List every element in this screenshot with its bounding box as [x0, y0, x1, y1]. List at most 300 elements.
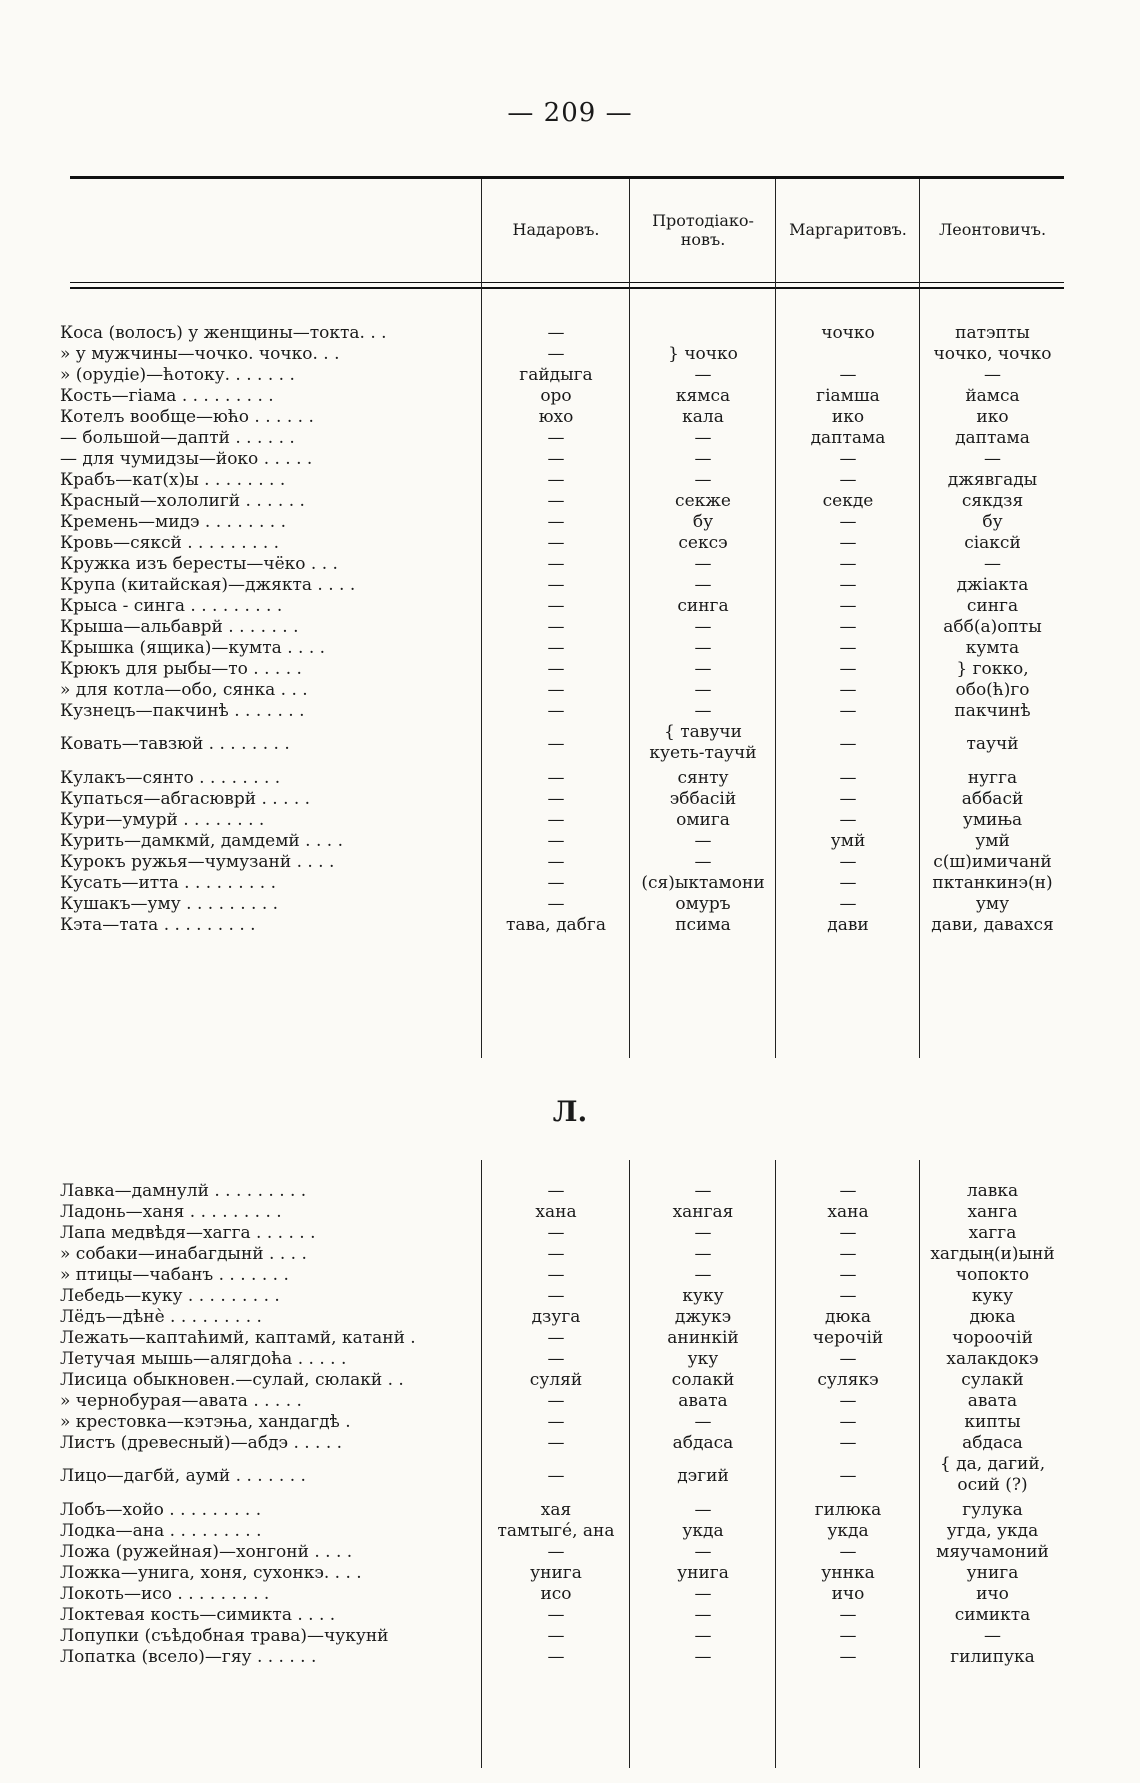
entry-cell-col1: — — [547, 1286, 565, 1306]
entry-cell-col4: куку — [971, 1286, 1014, 1306]
entry-cell-col4: хагга — [968, 1223, 1017, 1243]
entry-cell-col3: — — [839, 365, 857, 385]
entry-cell-col4: патэпты — [955, 323, 1030, 343]
entry-headword: Кушакъ—уму . . . . . . . . . — [60, 894, 279, 914]
entry-cell-col4: ханга — [967, 1202, 1018, 1222]
entry-headword: Крыса - синга . . . . . . . . . — [60, 596, 283, 616]
entry-headword: » для котла—обо, сянка . . . — [60, 680, 308, 700]
entry-cell-col2: — — [694, 470, 712, 490]
entry-cell-col4: — — [984, 449, 1001, 469]
entry-cell-col1: — — [547, 533, 565, 553]
dictionary-row — [0, 343, 1140, 366]
entry-cell-col1: дзуга — [531, 1307, 581, 1327]
entry-cell-col1: — — [547, 894, 565, 914]
entry-cell-col2: — — [694, 1626, 712, 1646]
dictionary-row — [0, 1390, 1140, 1413]
entry-cell-col4: унига — [966, 1563, 1019, 1583]
entry-cell-col4: авата — [967, 1391, 1018, 1411]
entry-cell-col2: секже — [675, 491, 731, 511]
entry-cell-col1: исо — [540, 1584, 572, 1604]
entry-cell-col1: — — [547, 512, 565, 532]
entry-headword: Лёдъ—дѣнѐ . . . . . . . . . — [60, 1307, 262, 1327]
dictionary-row — [0, 1432, 1140, 1455]
entry-cell-col3: ичо — [831, 1584, 865, 1604]
entry-cell-col4: дави, давахся — [931, 915, 1054, 935]
entry-cell-col1: — — [547, 617, 565, 637]
entry-cell-col2: куку — [682, 1286, 724, 1306]
entry-cell-col1: — — [547, 680, 565, 700]
entry-cell-col4: абб(а)опты — [943, 617, 1042, 637]
entry-cell-col3: укда — [827, 1521, 869, 1541]
entry-cell-col2: авата — [678, 1391, 728, 1411]
entry-cell-col4: обо(ћ)го — [955, 680, 1030, 700]
entry-cell-col2: эббасій — [669, 789, 737, 809]
entry-cell-col3: ико — [831, 407, 865, 427]
entry-cell-col2: — — [694, 1244, 712, 1264]
dictionary-row — [0, 830, 1140, 853]
entry-cell-col3: даптама — [810, 428, 886, 448]
entry-headword: Кровь—сяксй . . . . . . . . . — [60, 533, 280, 553]
entry-headword: Лобъ—хойо . . . . . . . . . — [60, 1500, 262, 1520]
entry-cell-col1: суляй — [529, 1370, 583, 1390]
entry-cell-col1: — — [547, 344, 565, 364]
entry-cell-col2: — — [694, 428, 712, 448]
dictionary-row — [0, 1348, 1140, 1371]
entry-cell-col1: — — [547, 575, 565, 595]
entry-cell-col2: — — [694, 1223, 712, 1243]
entry-cell-col3: — — [839, 596, 857, 616]
entry-headword: » птицы—чабанъ . . . . . . . — [60, 1265, 289, 1285]
entry-cell-col2: сексэ — [678, 533, 728, 553]
dictionary-row — [0, 1411, 1140, 1434]
entry-headword: Кузнецъ—пакчинѣ . . . . . . . — [60, 701, 305, 721]
entry-headword: Кремень—мидэ . . . . . . . . — [60, 512, 286, 532]
entry-cell-col1: — — [547, 491, 565, 511]
dictionary-row — [0, 1306, 1140, 1329]
entry-cell-col2: сянту — [677, 768, 729, 788]
dictionary-row — [0, 700, 1140, 723]
entry-cell-col2: (ся)ыктамони — [641, 873, 765, 893]
entry-cell-col3: хана — [827, 1202, 869, 1222]
entry-headword: Лежать—каптаћимй, каптамй, катанй . — [60, 1328, 416, 1348]
entry-cell-col2: — — [694, 617, 712, 637]
entry-headword: » собаки—инабагдынй . . . . — [60, 1244, 307, 1264]
entry-headword: Крабъ—кат(х)ы . . . . . . . . — [60, 470, 286, 490]
entry-headword: Локоть—исо . . . . . . . . . — [60, 1584, 270, 1604]
entry-cell-col3: — — [839, 852, 857, 872]
dictionary-row — [0, 1562, 1140, 1585]
entry-cell-col1: — — [547, 734, 565, 754]
entry-cell-col3: — — [839, 810, 857, 830]
entry-cell-col4: лавка — [966, 1181, 1019, 1201]
entry-cell-col3: дави — [827, 915, 869, 935]
entry-cell-col1: гайдыга — [519, 365, 593, 385]
entry-cell-col1: — — [547, 873, 565, 893]
entry-cell-col4: гилипука — [950, 1647, 1035, 1667]
entry-headword: Ложа (ружейная)—хонгонй . . . . — [60, 1542, 353, 1562]
entry-cell-col4: умй — [975, 831, 1010, 851]
dictionary-row — [0, 851, 1140, 874]
entry-cell-col4: сулакй — [961, 1370, 1024, 1390]
entry-cell-col4: йамса — [965, 386, 1020, 406]
column-header-protodiakonov — [631, 179, 775, 282]
entry-headword: Лисица обыкновен.—сулай, сюлакй . . — [60, 1370, 404, 1390]
entry-cell-col4: джіакта — [956, 575, 1029, 595]
entry-cell-col3: — — [839, 789, 857, 809]
entry-cell-col4: сіаксй — [964, 533, 1021, 553]
header-rule — [70, 282, 1064, 283]
entry-cell-col4: пакчинѣ — [954, 701, 1031, 721]
entry-cell-col3: — — [839, 617, 857, 637]
dictionary-row — [0, 1369, 1140, 1392]
entry-cell-col1: — — [547, 554, 565, 574]
entry-cell-col3: — — [839, 873, 857, 893]
entry-cell-col3: — — [839, 1433, 857, 1453]
entry-cell-col3: — — [839, 1412, 857, 1432]
entry-cell-col1: — — [547, 1605, 565, 1625]
entry-cell-col2: омуръ — [675, 894, 731, 914]
dictionary-row — [0, 1453, 1140, 1499]
entry-cell-col4: } гокко, — [956, 659, 1029, 679]
section-letter: Л. — [552, 1095, 588, 1128]
dictionary-row — [0, 364, 1140, 387]
entry-cell-col4: джявгады — [947, 470, 1038, 490]
entry-cell-col1: — — [547, 852, 565, 872]
entry-headword: Кэта—тата . . . . . . . . . — [60, 915, 256, 935]
entry-cell-col3: — — [839, 470, 857, 490]
entry-cell-col3: — — [839, 768, 857, 788]
entry-cell-col4: симикта — [954, 1605, 1031, 1625]
entry-headword: Ковать—тавзюй . . . . . . . . — [60, 734, 290, 754]
dictionary-row — [0, 406, 1140, 429]
column-header-protodiakonov-line2: новъ. — [680, 229, 726, 249]
entry-cell-col1: — — [547, 1328, 565, 1348]
entry-headword: Крыша—альбаврй . . . . . . . — [60, 617, 299, 637]
entry-cell-col2: — — [694, 852, 712, 872]
entry-headword: Лопупки (съѣдобная трава)—чукунй — [60, 1626, 389, 1646]
entry-cell-col3: сулякэ — [817, 1370, 879, 1390]
entry-cell-col2: уку — [687, 1349, 719, 1369]
entry-cell-col2: — — [694, 1584, 712, 1604]
entry-cell-col1: — — [547, 659, 565, 679]
entry-headword: » (орудіе)—ћотоку. . . . . . . — [60, 365, 295, 385]
entry-cell-col1: хана — [535, 1202, 577, 1222]
dictionary-row — [0, 1264, 1140, 1287]
entry-cell-col3: — — [839, 512, 857, 532]
entry-cell-col2: кямса — [675, 386, 731, 406]
entry-cell-col3: — — [839, 1466, 857, 1486]
entry-cell-col4: сякдзя — [961, 491, 1024, 511]
entry-cell-col2: — — [694, 1542, 712, 1562]
entry-cell-col1: — — [547, 1433, 565, 1453]
entry-cell-col1: — — [547, 1244, 565, 1264]
entry-cell-col2: псима — [675, 915, 731, 935]
entry-headword: Лицо—дагбй, аумй . . . . . . . — [60, 1466, 306, 1486]
entry-cell-col2: синга — [677, 596, 729, 616]
entry-cell-col4: аббасй — [961, 789, 1024, 809]
entry-cell-col1: — — [547, 1412, 565, 1432]
column-header-margaritov: Маргаритовъ. — [789, 220, 907, 240]
entry-cell-col2: { тавучи куеть-таучй — [649, 722, 757, 763]
entry-cell-col4: чороочій — [952, 1328, 1033, 1348]
entry-cell-col2: } чочко — [668, 344, 738, 364]
entry-cell-col3: — — [839, 575, 857, 595]
entry-cell-col3: дюка — [824, 1307, 872, 1327]
entry-cell-col1: — — [547, 768, 565, 788]
entry-cell-col2: — — [694, 1265, 712, 1285]
entry-cell-col2: кала — [682, 407, 724, 427]
entry-cell-col4: бу — [982, 512, 1003, 532]
dictionary-row — [0, 1520, 1140, 1543]
entry-cell-col4: { да, дагий, осий (?) — [939, 1454, 1046, 1495]
entry-headword: Лопатка (всело)—гяу . . . . . . — [60, 1647, 317, 1667]
entry-cell-col3: — — [839, 1626, 857, 1646]
entry-cell-col4: мяучамоний — [936, 1542, 1049, 1562]
entry-cell-col3: — — [839, 680, 857, 700]
dictionary-row — [0, 469, 1140, 492]
entry-cell-col3: — — [839, 1391, 857, 1411]
entry-cell-col1: — — [547, 1542, 565, 1562]
entry-cell-col3: — — [839, 659, 857, 679]
dictionary-row — [0, 679, 1140, 702]
entry-cell-col4: даптама — [955, 428, 1030, 448]
entry-cell-col2: — — [694, 1647, 712, 1667]
header-rule-double — [70, 287, 1064, 289]
entry-headword: Крышка (ящика)—кумта . . . . — [60, 638, 326, 658]
entry-cell-col4: гулука — [962, 1500, 1023, 1520]
entry-cell-col4: кумта — [965, 638, 1020, 658]
entry-headword: Лавка—дамнулй . . . . . . . . . — [60, 1181, 307, 1201]
entry-headword: Кулакъ—сянто . . . . . . . . — [60, 768, 281, 788]
entry-headword: » чернобурая—авата . . . . . — [60, 1391, 302, 1411]
entry-headword: Ладонь—ханя . . . . . . . . . — [60, 1202, 282, 1222]
column-headers — [0, 179, 1140, 282]
entry-cell-col3: — — [839, 449, 857, 469]
entry-cell-col1: — — [547, 1626, 565, 1646]
entry-cell-col1: — — [547, 470, 565, 490]
entry-cell-col2: солакй — [671, 1370, 735, 1390]
dictionary-row — [0, 532, 1140, 555]
entry-cell-col4: кипты — [964, 1412, 1021, 1432]
entry-cell-col3: — — [839, 894, 857, 914]
entry-cell-col2: — — [694, 831, 712, 851]
dictionary-row — [0, 788, 1140, 811]
entry-cell-col1: тамтыгé, ана — [497, 1521, 615, 1541]
entry-headword: — большой—даптй . . . . . . — [60, 428, 295, 448]
dictionary-row — [0, 511, 1140, 534]
entry-cell-col3: черочій — [812, 1328, 884, 1348]
entry-cell-col1: — — [547, 810, 565, 830]
entry-cell-col1: оро — [540, 386, 572, 406]
dictionary-row — [0, 914, 1140, 937]
entry-cell-col1: — — [547, 789, 565, 809]
entry-cell-col2: — — [694, 575, 712, 595]
dictionary-row — [0, 872, 1140, 895]
entry-cell-col2: унига — [677, 1563, 729, 1583]
dictionary-row — [0, 490, 1140, 513]
entry-cell-col1: унига — [530, 1563, 582, 1583]
entry-cell-col4: чопокто — [955, 1265, 1030, 1285]
entry-cell-col1: — — [547, 1265, 565, 1285]
entry-cell-col4: — — [984, 365, 1001, 385]
dictionary-row — [0, 767, 1140, 790]
entry-cell-col1: — — [547, 1223, 565, 1243]
entry-cell-col2: дэгий — [677, 1466, 729, 1486]
entry-cell-col3: — — [839, 1181, 857, 1201]
dictionary-row — [0, 1541, 1140, 1564]
entry-cell-col4: — — [984, 554, 1001, 574]
entry-headword: » у мужчины—чочко. чочко. . . — [60, 344, 340, 364]
entry-cell-col3: — — [839, 1223, 857, 1243]
entry-headword: Ложка—унига, хоня, сухонкэ. . . . — [60, 1563, 362, 1583]
entry-cell-col2: — — [694, 638, 712, 658]
entry-headword: Кури—умурй . . . . . . . . — [60, 810, 265, 830]
entry-headword: Листъ (древесный)—абдэ . . . . . — [60, 1433, 343, 1453]
entry-cell-col4: — — [984, 1626, 1001, 1646]
dictionary-row — [0, 809, 1140, 832]
entry-cell-col2: хангая — [672, 1202, 734, 1222]
entry-headword: Курить—дамкмй, дамдемй . . . . — [60, 831, 343, 851]
entry-headword: Лапа медвѣдя—хагга . . . . . . — [60, 1223, 316, 1243]
entry-cell-col2: абдаса — [672, 1433, 734, 1453]
column-header-leontovich: Леонтовичъ. — [938, 220, 1047, 240]
entry-cell-col1: — — [547, 323, 565, 343]
dictionary-row — [0, 448, 1140, 471]
entry-headword: Летучая мышь—алягдоћа . . . . . — [60, 1349, 347, 1369]
dictionary-row — [0, 1604, 1140, 1627]
entry-headword: — для чумидзы—йоко . . . . . — [60, 449, 313, 469]
entry-cell-col3: — — [839, 1244, 857, 1264]
entry-cell-col4: нугга — [967, 768, 1018, 788]
dictionary-row — [0, 721, 1140, 767]
dictionary-row — [0, 893, 1140, 916]
dictionary-row — [0, 1327, 1140, 1350]
entry-headword: Купаться—абгасюврй . . . . . — [60, 789, 311, 809]
entry-cell-col2: — — [694, 365, 712, 385]
entry-cell-col2: бу — [692, 512, 714, 532]
entry-cell-col1: — — [547, 831, 565, 851]
entry-cell-col1: — — [547, 638, 565, 658]
dictionary-row — [0, 1243, 1140, 1266]
entry-cell-col1: — — [547, 1181, 565, 1201]
dictionary-row — [0, 574, 1140, 597]
dictionary-row — [0, 553, 1140, 576]
entry-cell-col1: — — [547, 428, 565, 448]
dictionary-row — [0, 658, 1140, 681]
entry-headword: Локтевая кость—симикта . . . . — [60, 1605, 336, 1625]
entry-cell-col3: чочко — [821, 323, 875, 343]
entry-cell-col1: юхо — [538, 407, 574, 427]
dictionary-row — [0, 616, 1140, 639]
entry-cell-col2: — — [694, 1181, 712, 1201]
entry-cell-col3: гилюка — [814, 1500, 882, 1520]
dictionary-row — [0, 1499, 1140, 1522]
entry-cell-col4: хагдың(и)ынй — [930, 1244, 1055, 1264]
entry-cell-col4: угда, укда — [946, 1521, 1039, 1541]
entry-headword: Лебедь—куку . . . . . . . . . — [60, 1286, 280, 1306]
entry-cell-col4: таучй — [966, 734, 1019, 754]
dictionary-row — [0, 385, 1140, 408]
entry-cell-col2: — — [694, 1500, 712, 1520]
entry-cell-col3: уннка — [821, 1563, 875, 1583]
entry-cell-col4: чочко, чочко — [933, 344, 1052, 364]
entry-headword: Кость—гіама . . . . . . . . . — [60, 386, 274, 406]
entry-cell-col1: — — [547, 1647, 565, 1667]
dictionary-row — [0, 1180, 1140, 1203]
entry-cell-col3: — — [839, 638, 857, 658]
entry-headword: Красный—хололигй . . . . . . — [60, 491, 305, 511]
entry-cell-col4: пктанкинэ(н) — [932, 873, 1053, 893]
entry-cell-col4: дюка — [969, 1307, 1016, 1327]
entry-cell-col3: — — [839, 1286, 857, 1306]
entry-cell-col1: — — [547, 1466, 565, 1486]
entry-cell-col2: — — [694, 1412, 712, 1432]
entry-cell-col4: абдаса — [962, 1433, 1023, 1453]
entry-headword: Крупа (китайская)—джякта . . . . — [60, 575, 356, 595]
dictionary-row — [0, 1646, 1140, 1669]
entry-cell-col1: — — [547, 449, 565, 469]
entry-cell-col1: хая — [540, 1500, 572, 1520]
entry-cell-col2: джукэ — [674, 1307, 732, 1327]
entry-cell-col3: умй — [830, 831, 866, 851]
entry-cell-col2: укда — [682, 1521, 724, 1541]
entry-cell-col3: гіамша — [816, 386, 880, 406]
entry-cell-col4: умиња — [962, 810, 1023, 830]
entry-cell-col4: ико — [976, 407, 1009, 427]
entry-cell-col3: — — [839, 1542, 857, 1562]
entry-cell-col2: — — [694, 1605, 712, 1625]
entry-cell-col2: — — [694, 449, 712, 469]
dictionary-row — [0, 595, 1140, 618]
dictionary-row — [0, 1201, 1140, 1224]
dictionary-row — [0, 1625, 1140, 1648]
entry-cell-col4: уму — [975, 894, 1010, 914]
entry-cell-col1: — — [547, 701, 565, 721]
dictionary-row — [0, 1285, 1140, 1308]
entry-cell-col2: омига — [676, 810, 730, 830]
entry-cell-col2: — — [694, 680, 712, 700]
entry-cell-col3: — — [839, 533, 857, 553]
entry-cell-col1: — — [547, 1349, 565, 1369]
dictionary-row — [0, 1222, 1140, 1245]
dictionary-row — [0, 322, 1140, 345]
entry-headword: Кусать—итта . . . . . . . . . — [60, 873, 277, 893]
page-number: — 209 — — [507, 98, 633, 128]
entry-cell-col2: — — [694, 554, 712, 574]
entry-cell-col3: — — [839, 1265, 857, 1285]
entry-headword: Лодка—ана . . . . . . . . . — [60, 1521, 262, 1541]
entry-headword: » крестовка—кэтэња, хандагдѣ . — [60, 1412, 351, 1432]
column-header-protodiakonov-line1: Протодіако- — [652, 211, 754, 231]
entry-cell-col2: — — [694, 701, 712, 721]
entry-cell-col2: — — [694, 659, 712, 679]
dictionary-row — [0, 637, 1140, 660]
dictionary-row — [0, 1583, 1140, 1606]
entry-cell-col3: — — [839, 1605, 857, 1625]
entry-headword: Котелъ вообще—юћо . . . . . . — [60, 407, 314, 427]
dictionary-row — [0, 427, 1140, 450]
entry-headword: Коса (волосъ) у женщины—токта. . . — [60, 323, 387, 343]
column-header-nadarov: Надаровъ. — [512, 220, 600, 240]
entry-cell-col4: синга — [966, 596, 1019, 616]
entry-cell-col4: ичо — [976, 1584, 1009, 1604]
entry-headword: Курокъ ружья—чумузанй . . . . — [60, 852, 335, 872]
entry-headword: Крюкъ для рыбы—то . . . . . — [60, 659, 302, 679]
entry-cell-col4: халакдокэ — [946, 1349, 1039, 1369]
entry-cell-col3: — — [839, 554, 857, 574]
entry-cell-col3: — — [839, 1349, 857, 1369]
entry-cell-col3: секде — [822, 491, 874, 511]
